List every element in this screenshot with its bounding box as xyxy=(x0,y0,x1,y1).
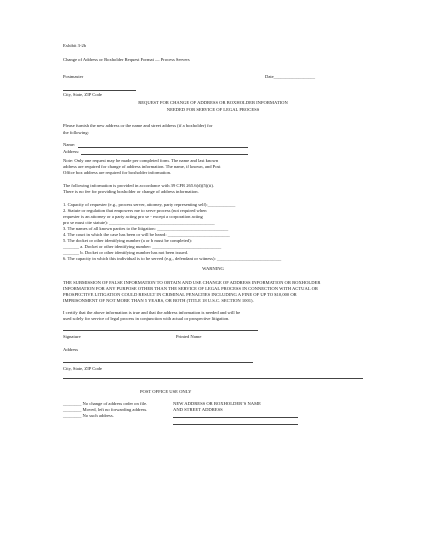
certify-line-1: I certify that the above information is true and that the address information is needed and will be xyxy=(63,310,241,315)
po-option-no-change-order[interactable]: ________ No change of address order on file. xyxy=(63,401,148,406)
item-5b-not-issued[interactable]: _______ b. Docket or other identifying number has not been issued. xyxy=(63,250,189,255)
warning-line-1: THE SUBMISSION OF FALSE INFORMATION TO OBTAIN AND USE CHANGE OF ADDRESS INFORMATION OR BOXHOLDER xyxy=(63,280,321,285)
printed-name-label: Printed Name xyxy=(176,334,202,339)
document-title: Change of Address or Boxholder Request Format — Process Servers xyxy=(63,57,190,62)
request-title-line-2: NEEDED FOR SERVICE OF LEGAL PROCESS xyxy=(166,107,260,112)
note-line-1: Note: Only one request may be made per completed form. The name and last known xyxy=(63,158,219,163)
address-label: Address: xyxy=(63,149,80,154)
name-label: Name: xyxy=(63,142,76,147)
item-1-capacity[interactable]: 1. Capacity of requester (e.g., process server, attorney, party representing self):____________ xyxy=(63,202,236,207)
warning-heading: WARNING xyxy=(202,266,224,271)
name-field[interactable] xyxy=(78,147,248,148)
city-state-zip-line[interactable] xyxy=(63,90,136,91)
info-line-2: There is no fee for providing boxholder or change of address information. xyxy=(63,189,199,194)
note-line-2: address are required for change of address information. The name, if known, and Post xyxy=(63,164,221,169)
divider-line xyxy=(63,378,363,379)
address-field[interactable] xyxy=(81,154,248,155)
furnish-text-1: Please furnish the new address or the name and street address (if a boxholder) for xyxy=(63,123,213,128)
city-state-zip-label: City, State, ZIP Code xyxy=(63,92,102,97)
warning-line-2: INFORMATION FOR ANY PURPOSE OTHER THAN THE SERVICE OF LEGAL PROCESS IN CONNECTION WITH ACTUAL OR xyxy=(63,286,318,291)
post-office-use-heading: POST OFFICE USE ONLY xyxy=(140,389,192,394)
item-2-statute-cont: requester is an attorney or a party acting pro se - except a corporation acting xyxy=(63,214,203,219)
item-3-parties[interactable]: 3. The names of all known parties to the litigation: _______________________________ xyxy=(63,226,229,231)
warning-line-4: IMPRISONMENT OF NOT MORE THAN 5 YEARS, OR BOTH (TITLE 18 U.S.C. SECTION 1001). xyxy=(63,298,254,303)
item-6-served-capacity[interactable]: 6. The capacity in which this individual is to be served (e.g., defendant or witness): ____________________________ xyxy=(63,256,282,261)
item-4-court[interactable]: 4. The court in which the case has been or will be heard: ___________________________ xyxy=(63,232,230,237)
signature-label: Signature xyxy=(63,334,81,339)
city-state-zip-label-2: City, State, ZIP Code xyxy=(63,366,102,371)
new-address-line-2[interactable] xyxy=(173,424,298,425)
warning-line-3: PROSPECTIVE LITIGATION COULD RESULT IN CRIMINAL PENALTIES INCLUDING A FINE OF UP TO $10,000 OR xyxy=(63,292,297,297)
note-line-3: Office box address are required for boxholder information. xyxy=(63,170,172,175)
address-label-2: Address xyxy=(63,347,79,352)
new-address-label-1: NEW ADDRESS OR BOXHOLDER’S NAME xyxy=(173,401,261,406)
city-state-zip-line-2[interactable] xyxy=(63,362,253,363)
info-line-1: The following information is provided in accordance with 39 CFR 265.6(d)(5)(ii). xyxy=(63,183,215,188)
request-title-line-1: REQUEST FOR CHANGE OF ADDRESS OR BOXHOLDER INFORMATION xyxy=(138,100,288,105)
item-2-statute: 2. Statute or regulation that empowers me to serve process (not required when xyxy=(63,208,207,213)
po-option-no-such-address[interactable]: ________ No such address. xyxy=(63,413,114,418)
item-5-docket: 5. The docket or other identifying number (a or b must be completed): xyxy=(63,238,192,243)
item-2-statute-field[interactable]: pro se must cite statute): ______________________________________________ xyxy=(63,220,215,225)
item-5a-docket-number[interactable]: _______ a. Docket or other identifying number: ______________________________ xyxy=(63,244,222,249)
postmaster-label: Postmaster xyxy=(63,74,84,79)
certify-line-2: used solely for service of legal process in conjunction with actual or prospective litigation. xyxy=(63,316,230,321)
exhibit-label: Exhibit 3-2b xyxy=(63,43,87,48)
new-address-line-1[interactable] xyxy=(173,417,298,418)
new-address-label-2: AND STREET ADDRESS xyxy=(173,407,223,412)
date-field[interactable]: Date__________________ xyxy=(265,74,316,79)
furnish-text-2: the following: xyxy=(63,130,89,135)
po-option-moved-no-forwarding[interactable]: ________ Moved, left no forwarding address. xyxy=(63,407,148,412)
signature-line[interactable] xyxy=(63,330,258,331)
